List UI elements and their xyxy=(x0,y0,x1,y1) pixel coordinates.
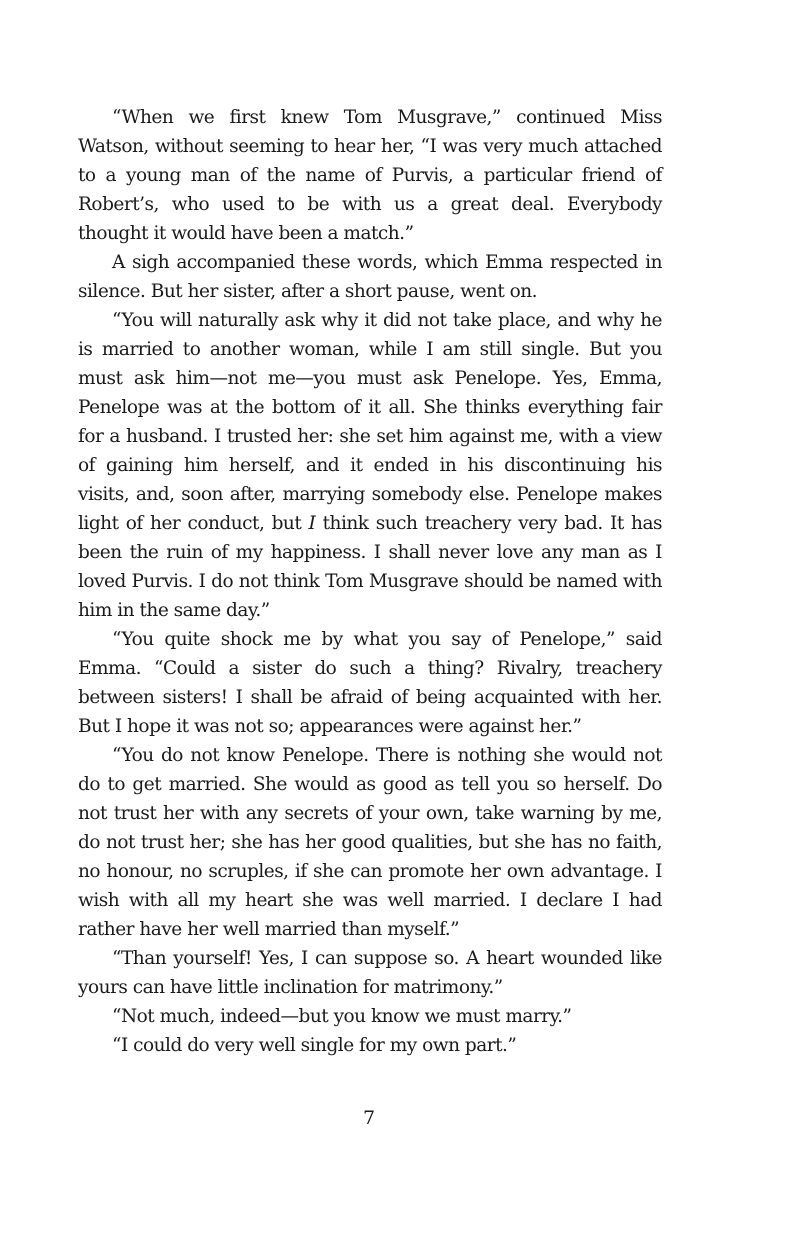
paragraph-6: “Than yourself! Yes, I can suppose so. A heart wounded like yours can have little inclination for matrimony.” xyxy=(78,948,662,998)
paragraph-4: “You quite shock me by what you say of Penelope,” said Emma. “Could a sister do such a thing? Rivalry, treachery between sisters! I shall be afraid of being acquainted with her. But I hope it was not so; appearances were against her.” xyxy=(78,629,662,737)
paragraph-3 xyxy=(78,306,662,625)
paragraph-2: A sigh accompanied these words, which Emma respected in silence. But her sister, after a short pause, went on. xyxy=(78,252,662,302)
paragraph-7: “Not much, indeed—but you know we must marry.” xyxy=(112,1006,572,1027)
paragraph-3-emphasis: I xyxy=(308,513,316,534)
paragraph-8: “I could do very well single for my own part.” xyxy=(112,1035,517,1056)
paragraph-3-part-2: think such treachery very bad. It has been the ruin of my happiness. I shall never love any man as I loved Purvis. I do not think Tom Musgrave should be named with him in the same day.” xyxy=(78,513,662,621)
paragraph-1: “When we first knew Tom Musgrave,” continued Miss Watson, without seeming to hear her, “I was very much attached to a young man of the name of Purvis, a particular friend of Robert’s, who used to be with us a great deal. Everybody thought it would have been a match.” xyxy=(78,107,662,244)
page-number: 7 xyxy=(362,1107,376,1129)
page-body xyxy=(78,103,662,1060)
paragraph-3-part-1: “You will naturally ask why it did not take place, and why he is married to another woman, while I am still single. But you must ask him—not me—you must ask Penelope. Yes, Emma, Penelope was at the bottom of it all. She thinks everything fair for a husband. I trusted her: she set him against me, with a view of gaining him herself, and it ended in his discontinuing his visits, and, soon after, marrying somebody else. Penelope makes light of her conduct, but xyxy=(78,310,662,534)
paragraph-5: “You do not know Penelope. There is nothing she would not do to get married. She would as good as tell you so herself. Do not trust her with any secrets of your own, take warning by me, do not trust her; she has her good qualities, but she has no faith, no honour, no scruples, if she can promote her own advantage. I wish with all my heart she was well married. I declare I had rather have her well married than myself.” xyxy=(78,745,662,940)
